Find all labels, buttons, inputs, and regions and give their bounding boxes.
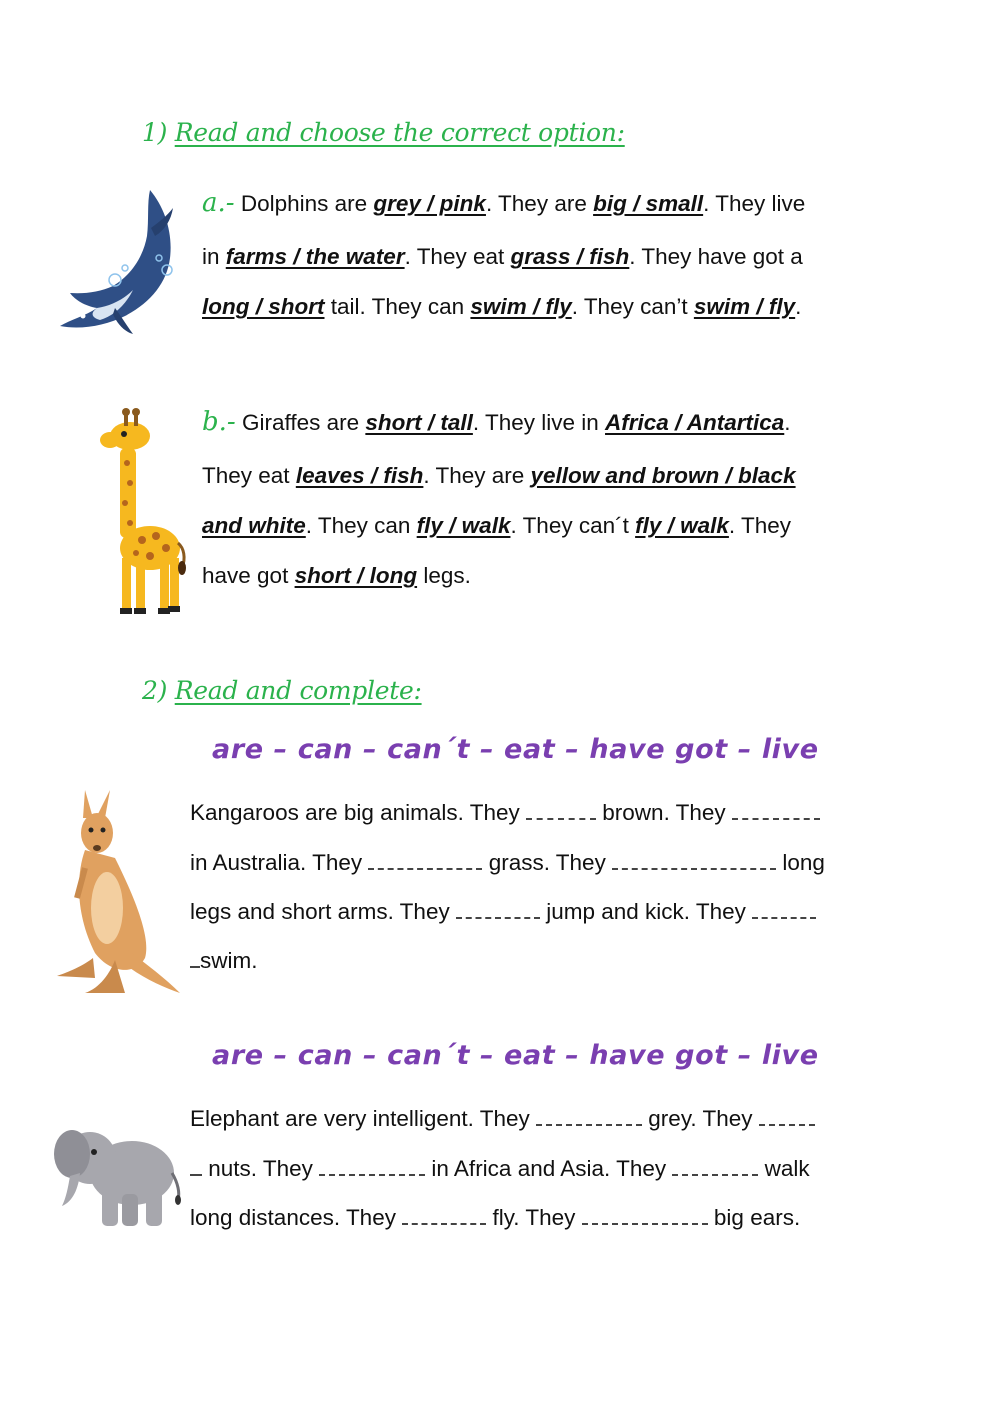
text: in (202, 244, 226, 269)
text: . They are (423, 463, 531, 488)
text: grass. They (482, 850, 613, 875)
text: Dolphins are (240, 191, 374, 216)
option-choice[interactable]: fly / walk (635, 513, 729, 538)
blank-input[interactable] (732, 800, 820, 820)
text: Giraffes are (241, 410, 366, 435)
text: . (795, 294, 802, 319)
section-1-number: 1) (142, 118, 168, 147)
text: Elephant are very intelligent. They (190, 1106, 537, 1131)
text: . They eat (404, 244, 511, 269)
text: . (784, 410, 791, 435)
option-choice[interactable]: short / long (294, 563, 418, 588)
blank-input[interactable] (752, 899, 816, 919)
option-choice[interactable]: swim / fly (470, 294, 572, 319)
text: fly. They (486, 1205, 582, 1230)
option-choice[interactable]: fly / walk (416, 513, 511, 538)
text: tail. They can (324, 294, 471, 319)
option-choice[interactable]: and white (202, 513, 306, 538)
option-choice[interactable]: grey / pink (373, 191, 486, 216)
section-2-heading: Read and complete: (174, 676, 422, 705)
text: . They live (703, 191, 806, 216)
text: They eat (202, 463, 296, 488)
section-1-title (142, 118, 625, 147)
exercise-a (202, 190, 857, 330)
text: legs and short arms. They (190, 899, 456, 924)
exercise-a-label: a.- (202, 188, 235, 218)
exercise-b-label: b.- (202, 407, 236, 437)
option-choice[interactable]: grass / fish (510, 244, 630, 269)
text: . They can´t (510, 513, 636, 538)
text: . They can’t (571, 294, 694, 319)
blank-input[interactable] (319, 1156, 425, 1176)
text: brown. They (596, 800, 732, 825)
blank-input[interactable] (190, 948, 200, 968)
text: grey. They (642, 1106, 759, 1131)
text: . They have got a (629, 244, 803, 269)
text: long distances. They (190, 1205, 403, 1230)
blank-input[interactable] (536, 1106, 642, 1126)
blank-input[interactable] (612, 850, 776, 870)
blank-input[interactable] (402, 1205, 486, 1225)
blank-input[interactable] (759, 1106, 815, 1126)
word-bank-kangaroo: are – can – can´t – eat – have got – live (212, 734, 819, 765)
option-choice[interactable]: yellow and brown / black (530, 463, 796, 488)
blank-input[interactable] (368, 850, 482, 870)
blank-input[interactable] (672, 1156, 758, 1176)
dolphin-illustration (55, 188, 185, 338)
blank-input[interactable] (190, 1156, 202, 1176)
giraffe-illustration (80, 408, 190, 618)
section-2-title (142, 676, 422, 705)
text: walk (758, 1156, 810, 1181)
option-choice[interactable]: farms / the water (225, 244, 405, 269)
text: . They can (305, 513, 417, 538)
section-2-number: 2) (142, 676, 168, 705)
elephant-illustration (50, 1118, 185, 1233)
option-choice[interactable]: Africa / Antartica (605, 410, 785, 435)
section-1-heading: Read and choose the correct option: (174, 118, 625, 147)
option-choice[interactable]: short / tall (365, 410, 473, 435)
option-choice[interactable]: leaves / fish (295, 463, 424, 488)
option-choice[interactable]: long / short (202, 294, 325, 319)
text: nuts. They (202, 1156, 320, 1181)
text: big ears. (707, 1205, 801, 1230)
text: . They live in (472, 410, 606, 435)
option-choice[interactable]: big / small (593, 191, 704, 216)
text: in Africa and Asia. They (425, 1156, 673, 1181)
kangaroo-illustration (55, 788, 185, 1003)
text: swim. (200, 948, 258, 973)
blank-input[interactable] (582, 1205, 708, 1225)
text: long (776, 850, 825, 875)
exercise-b (202, 409, 857, 599)
text: . They are (485, 191, 594, 216)
text: legs. (417, 563, 471, 588)
option-choice[interactable]: swim / fly (693, 294, 796, 319)
text: Kangaroos are big animals. They (190, 800, 527, 825)
text: have got (202, 563, 295, 588)
text: in Australia. They (190, 850, 369, 875)
blank-input[interactable] (456, 899, 540, 919)
text: . They (728, 513, 792, 538)
word-bank-elephant: are – can – can´t – eat – have got – live (212, 1040, 819, 1071)
blank-input[interactable] (526, 800, 596, 820)
text: jump and kick. They (539, 899, 753, 924)
